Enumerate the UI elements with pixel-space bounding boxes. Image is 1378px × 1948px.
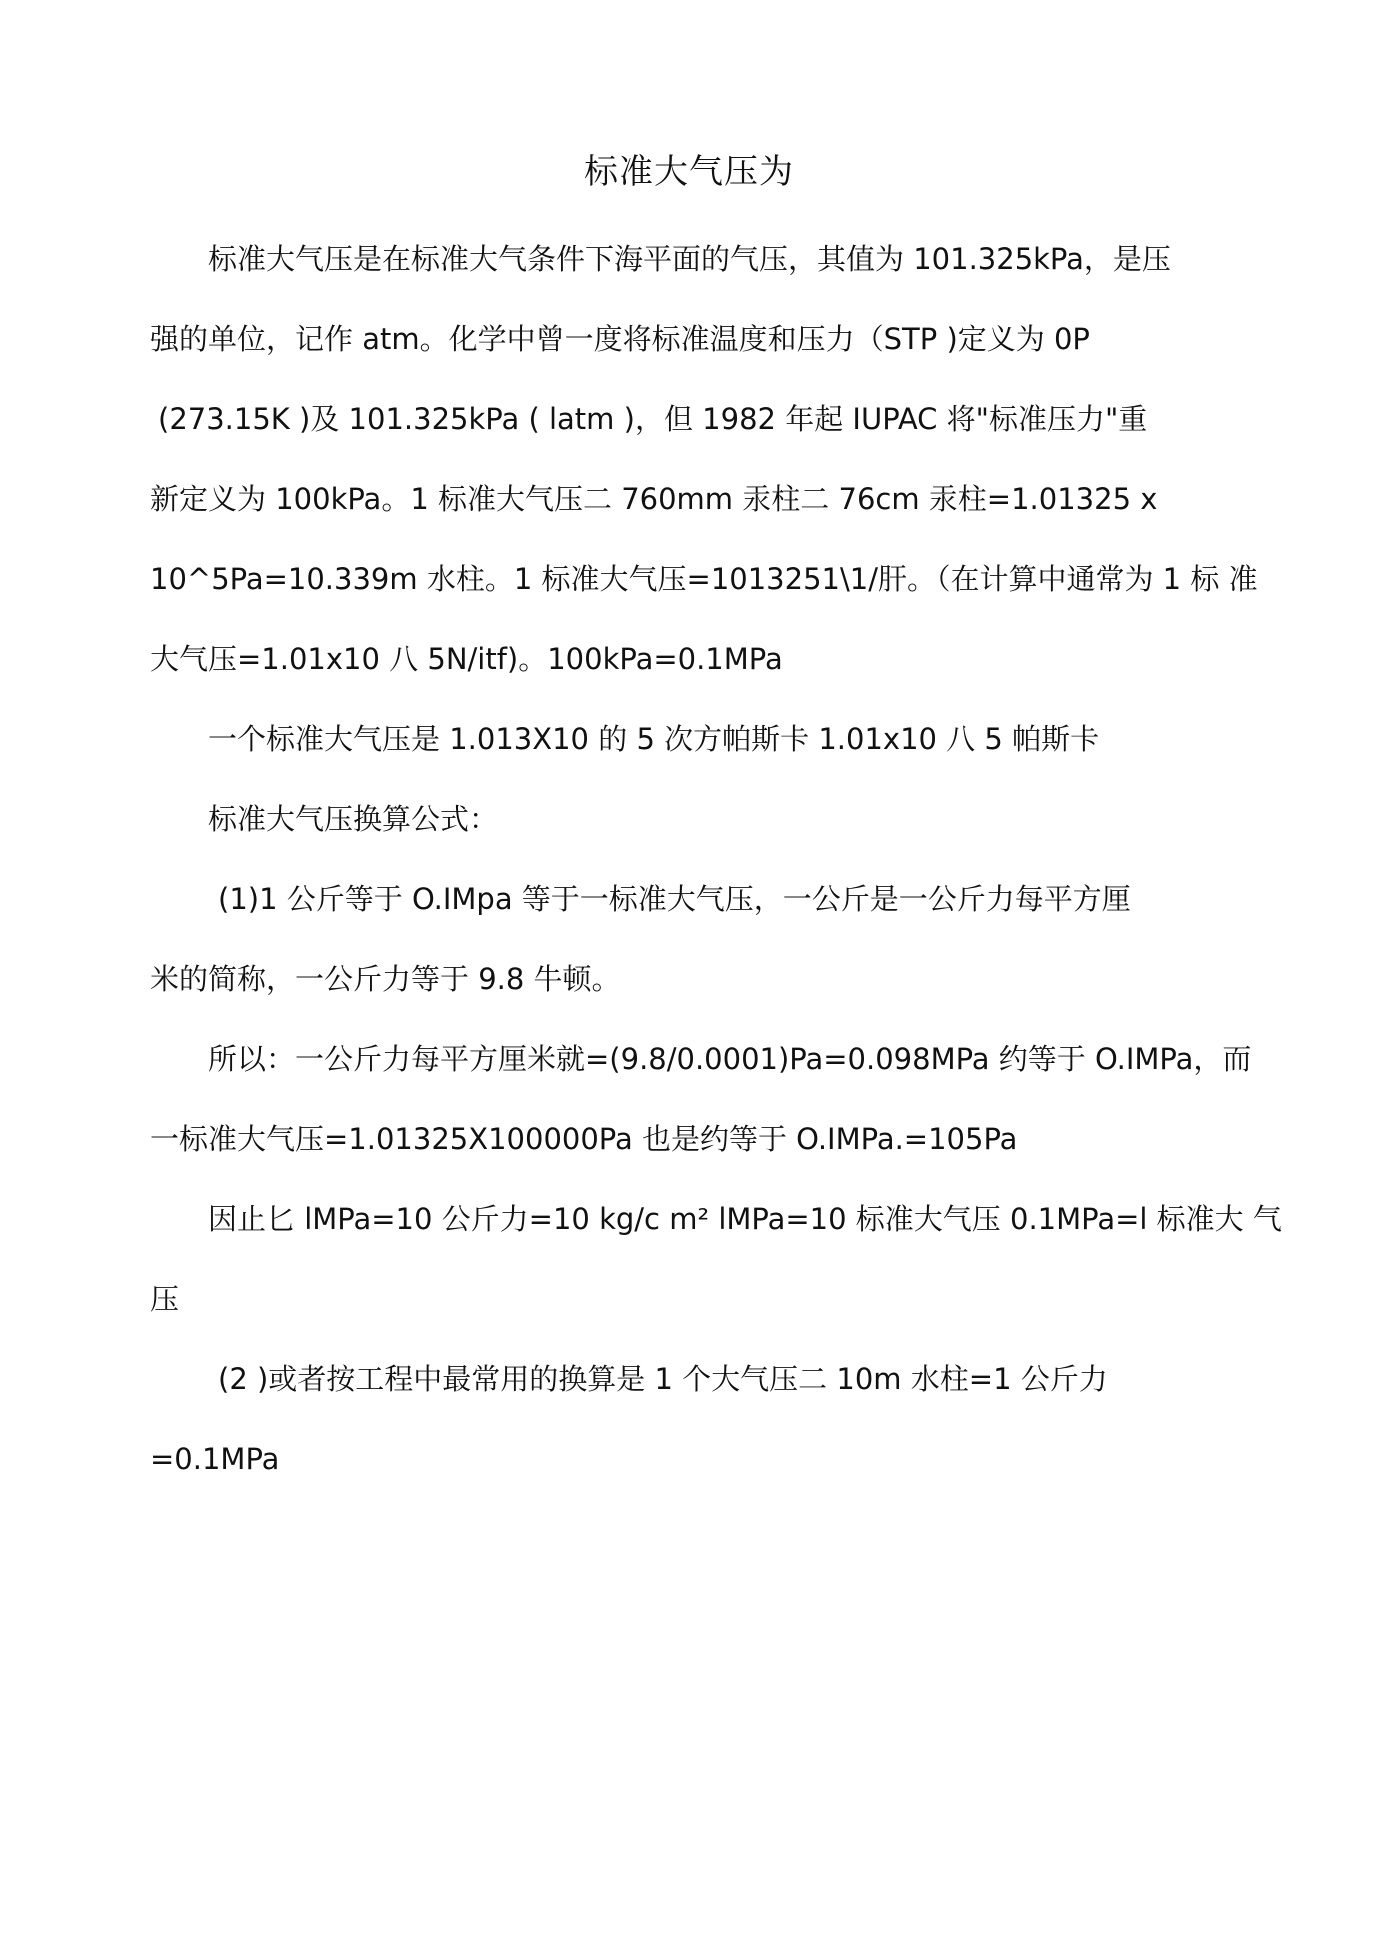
- document-title: 标准大气压为: [584, 152, 794, 192]
- paragraph-line: 一个标准大气压是 1.013X10 的 5 次方帕斯卡 1.01x10 八 5 帕斯卡: [208, 722, 1100, 756]
- paragraph-line: 所以：一公斤力每平方厘米就=(9.8/0.0001)Pa=0.098MPa 约等于 O.IMPa，而: [208, 1042, 1252, 1076]
- paragraph-line: 米的简称，一公斤力等于 9.8 牛顿。: [150, 962, 621, 996]
- paragraph-line: 强的单位，记作 atm。化学中曾一度将标准温度和压力（STP )定义为 0P: [150, 322, 1090, 356]
- paragraph-line: 标准大气压是在标准大气条件下海平面的气压，其值为 101.325kPa，是压: [208, 242, 1171, 276]
- paragraph-line: 10^5Pa=10.339m 水柱。1 标准大气压=1013251\1/肝。（在计算中通常为 1 标 准: [150, 562, 1258, 596]
- section-heading: 标准大气压换算公式：: [208, 802, 499, 836]
- paragraph-line: (2 )或者按工程中最常用的换算是 1 个大气压二 10m 水柱=1 公斤力: [218, 1362, 1108, 1396]
- paragraph-line: (1)1 公斤等于 O.IMpa 等于一标准大气压，一公斤是一公斤力每平方厘: [218, 882, 1131, 916]
- paragraph-line: 大气压=1.01x10 八 5N/itf)。100kPa=0.1MPa: [150, 642, 783, 676]
- paragraph-line: 一标准大气压=1.01325X100000Pa 也是约等于 O.IMPa.=105Pa: [150, 1122, 1018, 1156]
- paragraph-line: (273.15K )及 101.325kPa ( latm )，但 1982 年起 IUPAC 将"标准压力"重: [158, 402, 1148, 436]
- paragraph-line: 压: [150, 1282, 180, 1316]
- paragraph-line: 新定义为 100kPa。1 标准大气压二 760mm 汞柱二 76cm 汞柱=1.01325 x: [150, 482, 1158, 516]
- paragraph-line: =0.1MPa: [150, 1442, 280, 1476]
- paragraph-line: 因止匕 lMPa=10 公斤力=10 kg/c m² lMPa=10 标准大气压 0.1MPa=l 标准大 气: [208, 1202, 1282, 1236]
